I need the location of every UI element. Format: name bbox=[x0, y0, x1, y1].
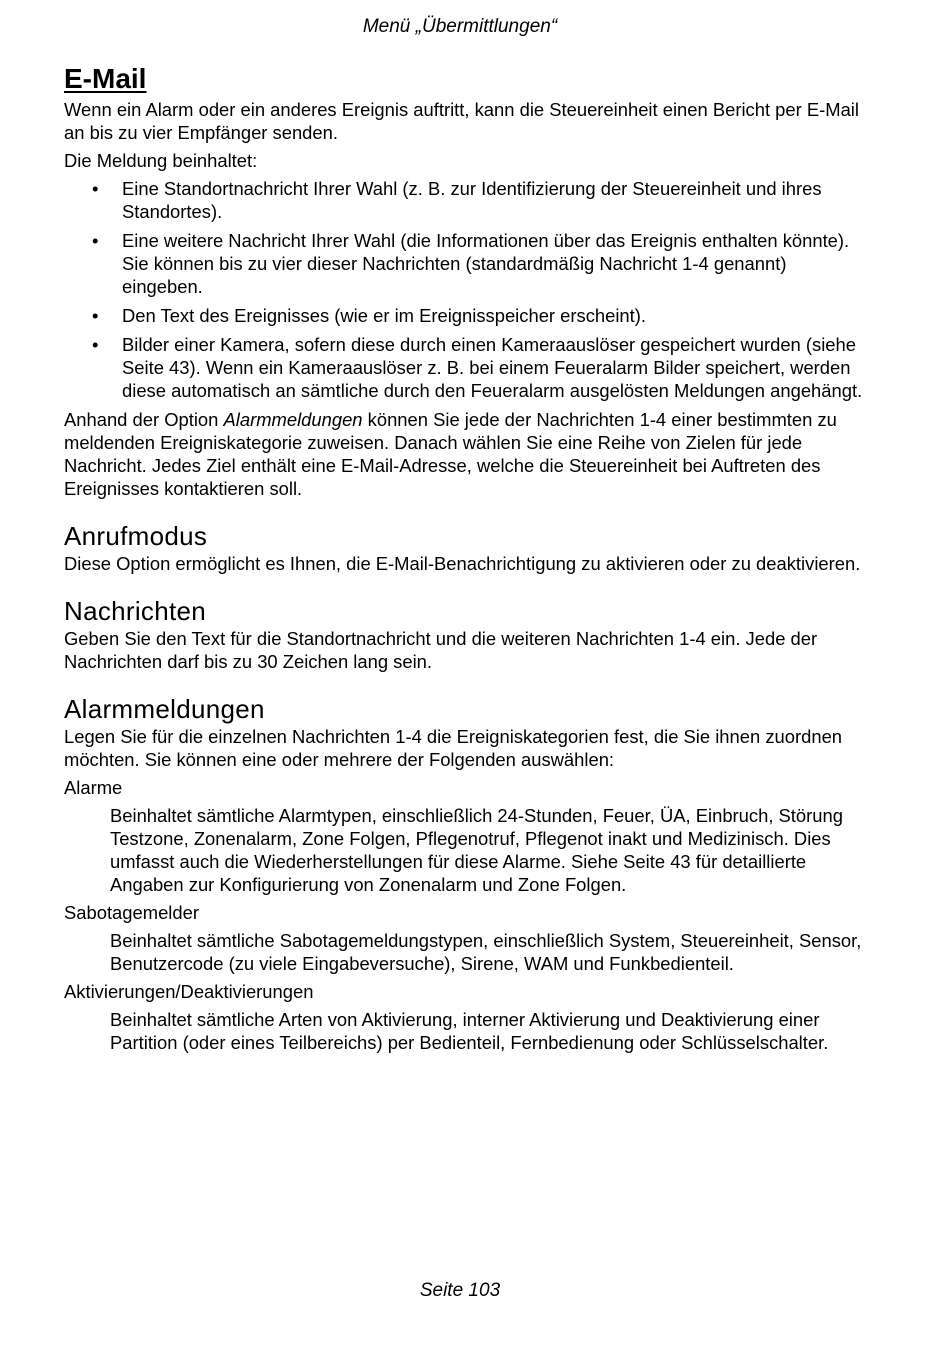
option-name-alarmmeldungen: Alarmmeldungen bbox=[223, 409, 363, 430]
section-alarmmeldungen bbox=[64, 693, 864, 1054]
nachrichten-heading: Nachrichten bbox=[64, 596, 207, 626]
category-term-alarme: Alarme bbox=[64, 777, 123, 798]
list-item-text: Eine weitere Nachricht Ihrer Wahl (die Informationen über das Ereignis enthalten könnte). Sie können bis zu vier dieser Nachrichten (standardmäßig Nachricht 1-4 genannt) eingeben. bbox=[122, 230, 850, 297]
section-anrufmodus bbox=[64, 520, 864, 575]
bullet-icon: • bbox=[92, 178, 99, 199]
email-intro: Wenn ein Alarm oder ein anderes Ereignis auftritt, kann die Steuereinheit einen Bericht per E-Mail an bis zu vier Empfänger senden. bbox=[64, 99, 859, 143]
list-item-text: Bilder einer Kamera, sofern diese durch einen Kameraauslöser gespeichert wurden (siehe Seite 43). Wenn ein Kameraauslöser z. B. bei einem Feueralarm Bilder speichert, werden diese automatisch an sämtliche durch den Feueralarm ausgelösten Meldungen angehängt. bbox=[122, 334, 863, 401]
section-nachrichten bbox=[64, 595, 864, 673]
list-item bbox=[92, 229, 864, 298]
list-item bbox=[92, 304, 864, 327]
list-item bbox=[92, 333, 864, 402]
bullet-icon: • bbox=[92, 305, 99, 326]
page-number: Seite 103 bbox=[419, 1280, 501, 1301]
list-item-text: Den Text des Ereignisses (wie er im Ereignisspeicher erscheint). bbox=[122, 305, 647, 326]
section-email bbox=[64, 62, 864, 500]
page-content bbox=[64, 62, 864, 1059]
alarmmeldungen-intro: Legen Sie für die einzelnen Nachrichten 1-4 die Ereigniskategorien fest, die Sie ihnen zuordnen möchten. Sie können eine oder mehrere der Folgenden auswählen: bbox=[64, 726, 843, 770]
bullet-icon: • bbox=[92, 230, 99, 251]
closing-text-before: Anhand der Option bbox=[64, 409, 224, 430]
email-bullet-list bbox=[64, 177, 864, 402]
email-closing-paragraph bbox=[64, 408, 864, 500]
list-item-text: Eine Standortnachricht Ihrer Wahl (z. B. zur Identifizierung der Steuereinheit und ihres Standortes). bbox=[122, 178, 822, 222]
bullet-icon: • bbox=[92, 334, 99, 355]
nachrichten-text: Geben Sie den Text für die Standortnachricht und die weiteren Nachrichten 1-4 ein. Jede der Nachrichten darf bis zu 30 Zeichen lang sein. bbox=[64, 628, 818, 672]
anrufmodus-text: Diese Option ermöglicht es Ihnen, die E-Mail-Benachrichtigung zu aktivieren oder zu deaktivieren. bbox=[64, 553, 861, 574]
list-item bbox=[92, 177, 864, 223]
category-description-alarme: Beinhaltet sämtliche Alarmtypen, einschließlich 24-Stunden, Feuer, ÜA, Einbruch, Störung Testzone, Zonenalarm, Zone Folgen, Pflegenotruf, Pflegenot inakt und Medizinisch. Dies umfasst auch die Wiederherstellungen für diese Alarme. Siehe Seite 43 für detaillierte Angaben zur Konfigurierung von Zonenalarm und Zone Folgen. bbox=[110, 805, 843, 895]
category-description-sabotagemelder: Beinhaltet sämtliche Sabotagemeldungstypen, einschließlich System, Steuereinheit, Sensor, Benutzercode (zu viele Eingabeversuche), Sirene, WAM und Funkbedienteil. bbox=[110, 930, 862, 974]
anrufmodus-heading: Anrufmodus bbox=[64, 521, 208, 551]
email-heading: E-Mail bbox=[64, 63, 147, 94]
category-term-sabotagemelder: Sabotagemelder bbox=[64, 902, 199, 923]
alarmmeldungen-heading: Alarmmeldungen bbox=[64, 694, 265, 724]
running-header: Menü „Übermittlungen“ bbox=[362, 16, 558, 37]
closing-text-after: können Sie jede der Nachrichten 1-4 einer bestimmten zu meldenden Ereigniskategorie zuweisen. Danach wählen Sie eine Reihe von Zielen für jede Nachricht. Jedes Ziel enthält eine E-Mail-Adresse, welche die Steuereinheit bei Auftreten des Ereignisses kontaktieren soll. bbox=[64, 409, 837, 499]
category-term-aktivierungen: Aktivierungen/Deaktivierungen bbox=[64, 981, 314, 1002]
category-description-aktivierungen: Beinhaltet sämtliche Arten von Aktivierung, interner Aktivierung und Deaktivierung einer Partition (oder eines Teilbereichs) per Bedienteil, Fernbedienung oder Schlüsselschalter. bbox=[110, 1009, 829, 1053]
email-contains-label: Die Meldung beinhaltet: bbox=[64, 150, 258, 171]
